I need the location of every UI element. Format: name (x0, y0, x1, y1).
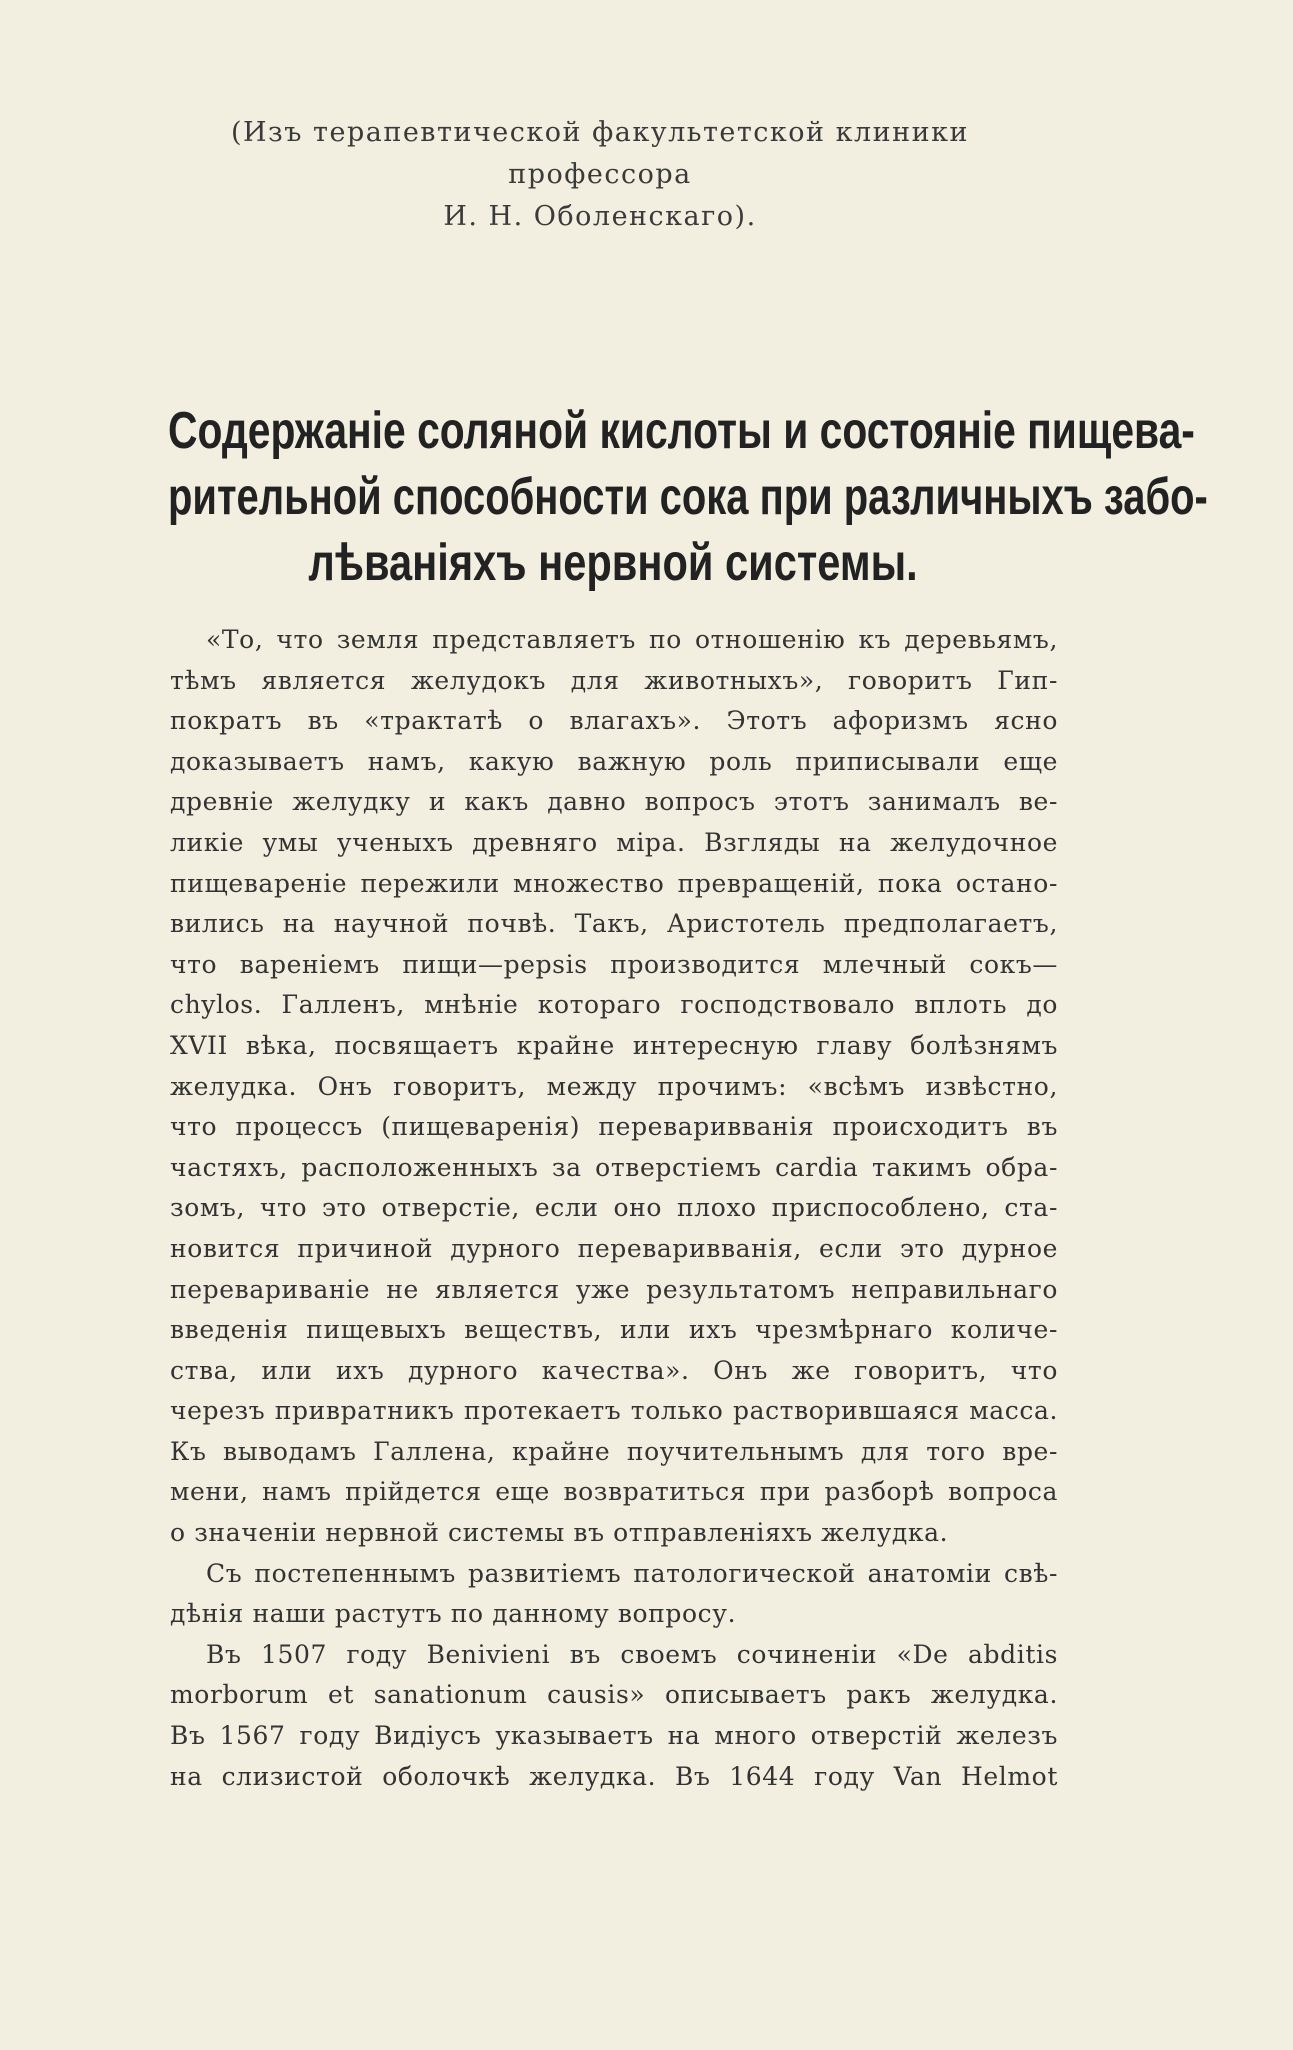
body-line: «То, что земля представляетъ по отношенію къ деревьямъ, (206, 625, 1058, 654)
body-line: XVII вѣка, посвящаетъ крайне интересную главу болѣзнямъ (170, 1030, 1058, 1060)
body-line: пократъ въ «трактатѣ о влагахъ». Этотъ афоризмъ ясно (170, 706, 1058, 736)
body-line: Въ 1507 году Benivieni въ своемъ сочиненіи «De abditis (206, 1639, 1058, 1669)
body-line: тѣмъ является желудокъ для животныхъ», говоритъ Гип- (170, 665, 1058, 695)
body-line: желудка. Онъ говоритъ, между прочимъ: «всѣмъ извѣстно, (170, 1071, 1058, 1101)
body-line: перевариваніе не является уже результатомъ неправильнаго (170, 1274, 1058, 1304)
body-line: вились на научной почвѣ. Такъ, Аристотель предполагаетъ, (170, 909, 1058, 939)
body-line: частяхъ, расположенныхъ за отверстіемъ cardia такимъ обра- (170, 1152, 1058, 1182)
body-line: введенія пищевыхъ веществъ, или ихъ чрезмѣрнаго количе- (170, 1315, 1058, 1345)
body-line: о значеніи нервной системы въ отправленіяхъ желудка. (170, 1518, 949, 1548)
body-line: доказываетъ намъ, какую важную роль приписывали еще (170, 746, 1058, 776)
article-title-line-1: Содержаніе соляной кислоты и состояніе пищева- (168, 402, 1195, 460)
body-line: ликіе умы ученыхъ древняго міра. Взгляды на желудочное (170, 827, 1058, 857)
clinic-header (140, 112, 1060, 238)
body-line: пищевареніе пережили множество превращеній, пока остано- (170, 868, 1058, 898)
body-line: Въ 1567 году Видіусъ указываетъ на много отверстій железъ (170, 1721, 1058, 1751)
body-line: древніе желудку и какъ давно вопросъ этотъ занималъ ве- (170, 787, 1058, 817)
article-title (168, 398, 1208, 598)
body-line: Къ выводамъ Галлена, крайне поучительнымъ для того вре- (170, 1436, 1058, 1466)
article-title-line-3: лѣваніяхъ нервной системы. (308, 534, 918, 592)
article-title-line-2: рительной способности сока при различныхъ забо- (168, 468, 1208, 526)
body-line: ства, или ихъ дурного качества». Онъ же говоритъ, что (170, 1355, 1058, 1385)
body-line: на слизистой оболочкѣ желудка. Въ 1644 году Van Helmot (170, 1761, 1058, 1791)
body-line: Съ постепеннымъ развитіемъ патологической анатоміи свѣ- (206, 1558, 1058, 1588)
body-line: черезъ привратникъ протекаетъ только растворившаяся масса. (170, 1396, 1058, 1426)
body-line: мени, намъ прійдется еще возвратиться при разборѣ вопроса (170, 1477, 1058, 1507)
clinic-header-line-1: (Изъ терапевтической факультетской клиники профессора (230, 117, 970, 190)
body-line: что вареніемъ пищи—pepsis производится млечный сокъ— (170, 949, 1058, 979)
clinic-header-line-2: И. Н. Оболенскаго). (443, 201, 757, 232)
body-line: morborum et sanationum causis» описываетъ ракъ желудка. (170, 1680, 1058, 1710)
body-line: зомъ, что это отверстіе, если оно плохо приспособлено, ста- (170, 1193, 1058, 1223)
body-line: новится причиной дурного переваривванія, если это дурное (170, 1233, 1058, 1263)
body-line: chylos. Галленъ, мнѣніе котораго господствовало вплоть до (170, 990, 1058, 1020)
body-line: дѣнія наши растутъ по данному вопросу. (170, 1599, 737, 1629)
body-line: что процессъ (пищеваренія) переваривванія происходитъ въ (170, 1112, 1058, 1142)
article-body (170, 620, 1058, 1797)
